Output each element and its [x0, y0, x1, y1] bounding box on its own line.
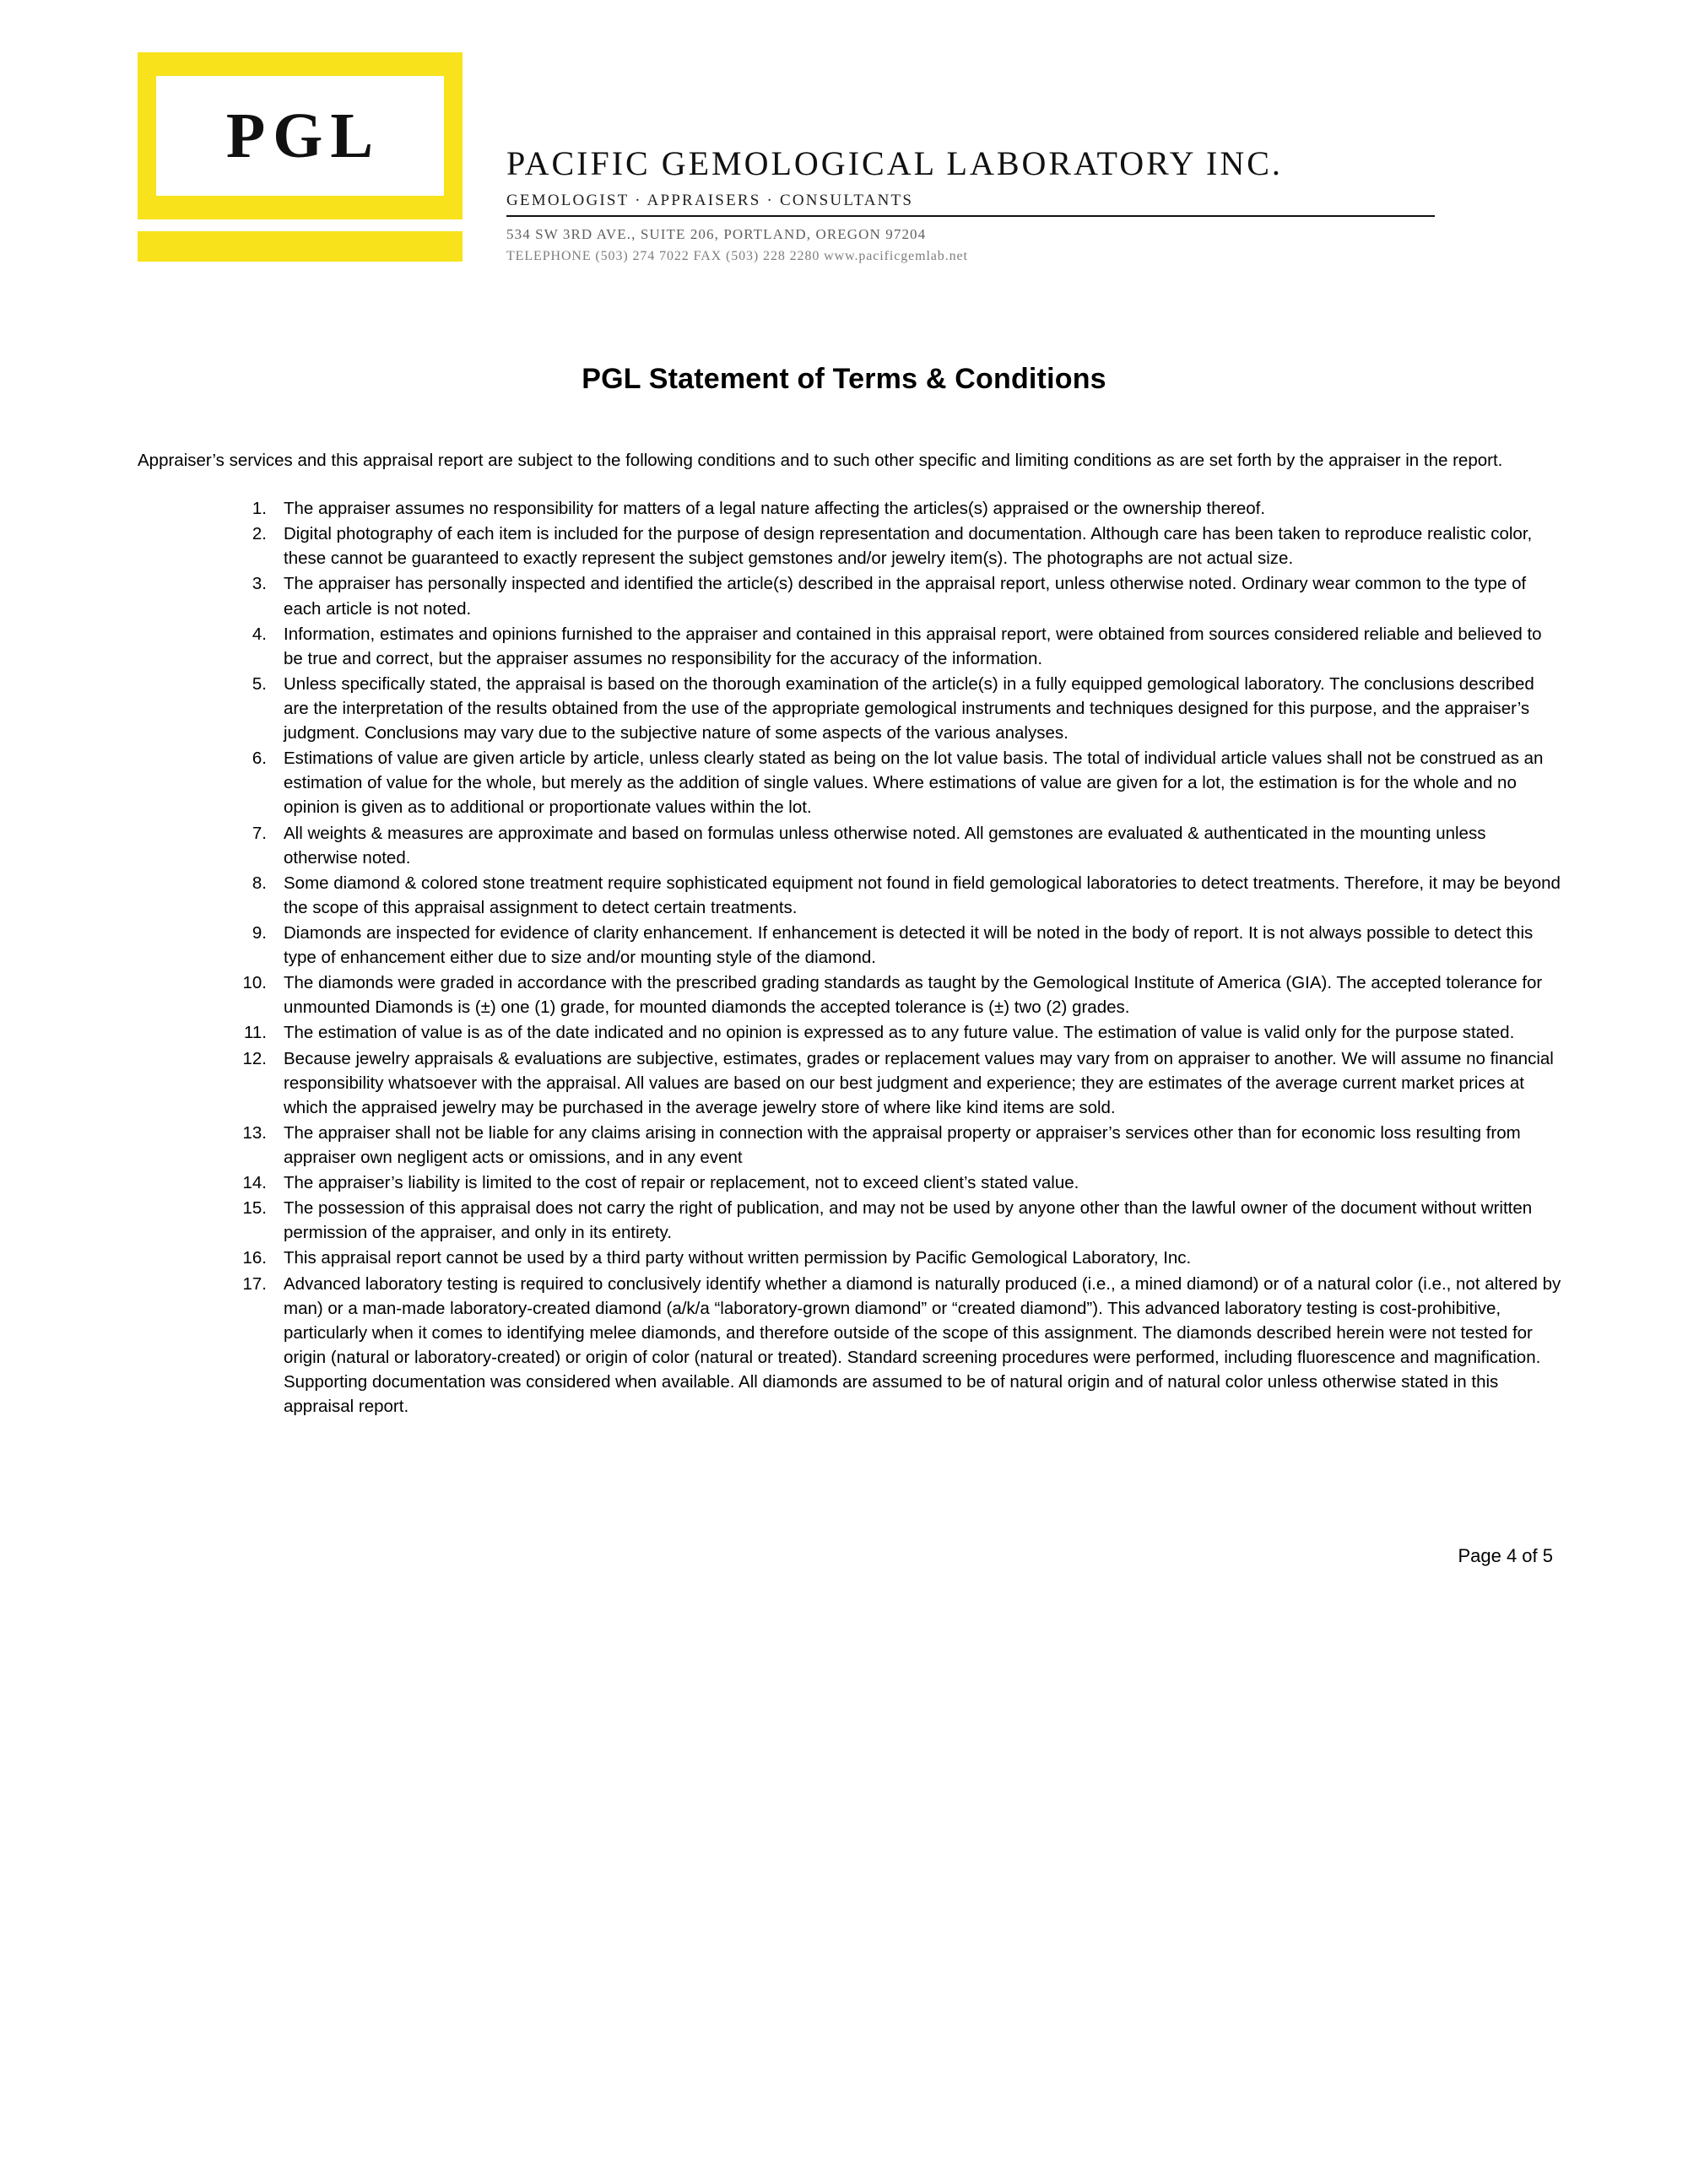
list-item: The appraiser has personally inspected and identified the article(s) described in the appraisal report, unless otherwise noted. Ordinary wear common to the type of each article is not noted. — [284, 574, 1527, 619]
list-item: Unless specifically stated, the appraisal is based on the thorough examination of the article(s) in a fully equipped gemological laboratory. The conclusions described are the interpretation of the results obtained from the use of the appropriate gemological instruments and techniques designed for this purpose, and the appraiser’s judgment. Conclusions may vary due to the subjective nature of some aspects of the various analyses. — [284, 673, 1534, 743]
list-item: The appraiser’s liability is limited to the cost of repair or replacement, not to exceed client’s stated value. — [284, 1173, 1079, 1193]
company-logo — [138, 52, 463, 262]
logo-inner-white — [156, 76, 444, 196]
company-address: 534 SW 3RD AVE., SUITE 206, PORTLAND, OREGON 97204 — [506, 226, 927, 242]
list-item: Information, estimates and opinions furnished to the appraiser and contained in this appraisal report, were obtained from sources considered reliable and believed to be true and correct, but the appraiser assumes no responsibility for the accuracy of the information. — [284, 624, 1542, 668]
list-item: Diamonds are inspected for evidence of clarity enhancement. If enhancement is detected it will be noted in the body of report. It is not always possible to detect this type of enhancement either due to size and/or mounting style of the diamond. — [284, 922, 1534, 968]
list-item: Estimations of value are given article by article, unless clearly stated as being on the lot value basis. The total of individual article values shall not be construed as an estimation of value for the whole, but merely as the addition of single values. Where estimations of value are given for a lot, the estimation is for the whole and no opinion is given as to additional or proportionate values within the lot. — [284, 749, 1544, 818]
logo-text: PGL — [225, 100, 381, 171]
terms-list — [228, 496, 1561, 1419]
company-tagline: GEMOLOGIST · APPRAISERS · CONSULTANTS — [506, 192, 914, 209]
company-name: PACIFIC GEMOLOGICAL LABORATORY INC. — [506, 144, 1283, 182]
list-item: Some diamond & colored stone treatment require sophisticated equipment not found in field gemological laboratories to detect treatments. Therefore, it may be beyond the scope of this appraisal assignment to detect certain treatments. — [284, 873, 1561, 917]
company-phone: TELEPHONE (503) 274 7022 FAX (503) 228 2280 www.pacificgemlab.net — [506, 249, 968, 263]
list-item: This appraisal report cannot be used by a third party without written permission by Pacific Gemological Laboratory, Inc. — [284, 1248, 1192, 1268]
page-number: Page 4 of 5 — [1458, 1545, 1553, 1567]
list-item: Advanced laboratory testing is required to conclusively identify whether a diamond is naturally produced (i.e., a mined diamond) or of a natural color (i.e., not altered by man) or a man-made laboratory-created diamond (a/k/a “laboratory-grown diamond” or “created diamond”). This advanced laboratory testing is cost-prohibitive, particularly when it comes to identifying melee diamonds, and therefore outside of the scope of this assignment. The diamonds described herein were not tested for origin (natural or laboratory-created) or origin of color (natural or treated). Standard screening procedures were performed, including fluorescence and magnification. Supporting documentation was considered when available. All diamonds are assumed to be of natural origin and of natural color unless otherwise stated in this appraisal report. — [284, 1273, 1561, 1417]
list-item: Because jewelry appraisals & evaluations are subjective, estimates, grades or replacement values may vary from on appraiser to another. We will assume no financial responsibility whatsoever with the appraisal. All values are based on our best judgment and experience; they are estimates of the average current market prices at which the appraised jewelry may be purchased in the average jewelry store of where like kind items are sold. — [284, 1048, 1554, 1117]
page-title: PGL Statement of Terms & Conditions — [582, 363, 1106, 395]
page-footer — [0, 1545, 1688, 1668]
logo-yellow-frame — [138, 52, 463, 219]
list-item: All weights & measures are approximate and based on formulas unless otherwise noted. All gemstones are evaluated & authenticated in the mounting unless otherwise noted. — [284, 823, 1486, 868]
intro-paragraph: Appraiser’s services and this appraisal report are subject to the following conditions and to such other specific and limiting conditions as are set forth by the appraiser in the report. — [138, 451, 1503, 470]
letterhead — [0, 0, 1688, 278]
list-item: The diamonds were graded in accordance with the prescribed grading standards as taught by the Gemological Institute of America (GIA). The accepted tolerance for unmounted Diamonds is (±) one (1) grade, for mounted diamonds the accepted tolerance is (±) two (2) grades. — [284, 973, 1543, 1018]
list-item: The possession of this appraisal does not carry the right of publication, and may not be used by anyone other than the lawful owner of the document without written permission of the appraiser, and only in its entirety. — [284, 1198, 1533, 1243]
list-item: The appraiser shall not be liable for any claims arising in connection with the appraisal property or appraiser’s services other than for economic loss resulting from appraiser own negligent acts or omissions, and in any event — [284, 1122, 1521, 1167]
letterhead-text-block — [506, 143, 1443, 264]
list-item: The appraiser assumes no responsibility for matters of a legal nature affecting the articles(s) appraised or the ownership thereof. — [284, 499, 1266, 519]
letterhead-divider — [506, 215, 1435, 217]
list-item: The estimation of value is as of the date indicated and no opinion is expressed as to any future value. The estimation of value is valid only for the purpose stated. — [284, 1023, 1515, 1043]
list-item: Digital photography of each item is included for the purpose of design representation and documentation. Although care has been taken to reproduce realistic color, these cannot be guaranteed to exactly represent the subject gemstones and/or jewelry item(s). The photographs are not actual size. — [284, 524, 1533, 569]
logo-accent-bar — [138, 231, 463, 262]
